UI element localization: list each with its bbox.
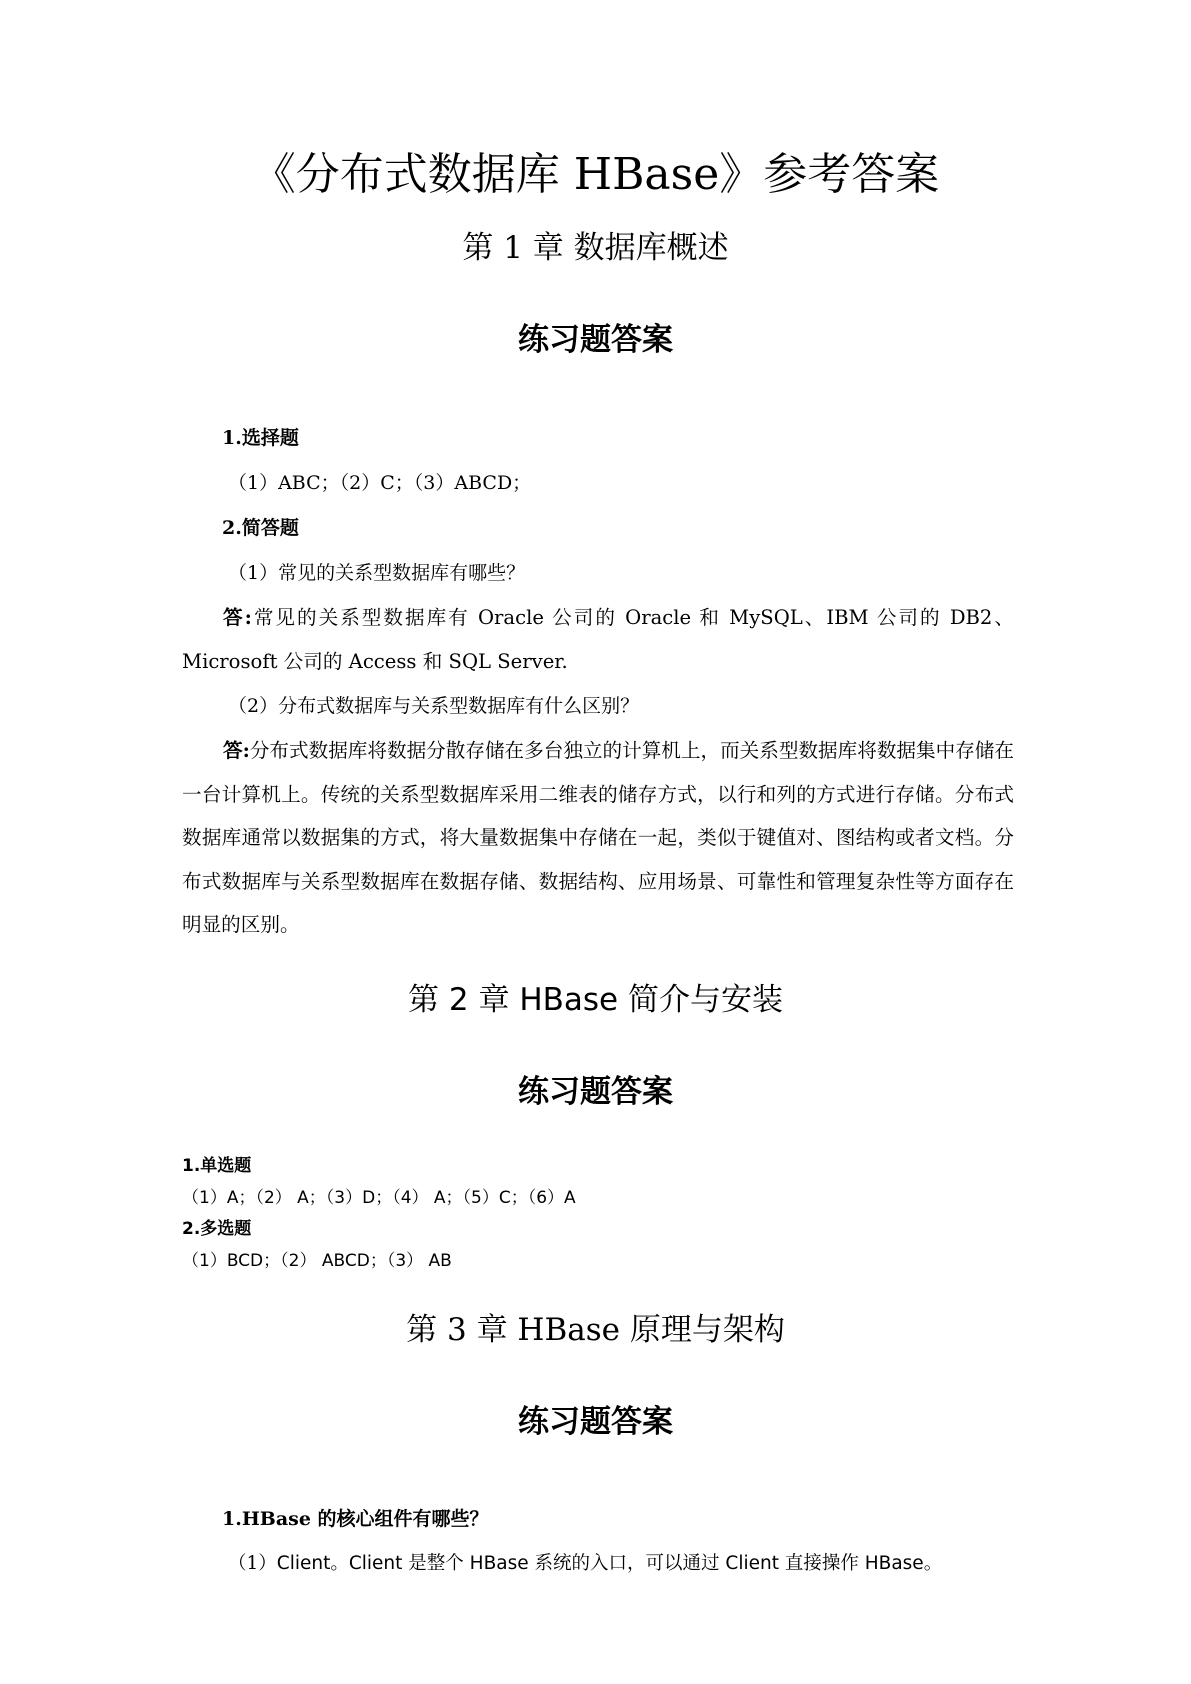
answer-label: 答:: [223, 739, 250, 762]
answer-part: Client。Client: [276, 1553, 403, 1574]
answer-text: 分布式数据库将数据分散存储在多台独立的计算机上，而关系型数据库将数据集中存储在一台计算机上。传统的关系型数据库采用二维表的储存方式，以行和列的方式进行存储。分布式数据库通常以数据集的方式，将大量数据集中存储在一起，类似于键值对、图结构或者文档。分布式数据库与关系型数据库在数据存储、数据结构、应用场景、可靠性和管理复杂性等方面存在明显的区别。: [182, 739, 1014, 936]
chapter-2-exercise-title: 练习题答案: [518, 1074, 673, 1110]
chapter-3-title: 第 3 章 HBase 原理与架构: [406, 1312, 785, 1348]
chapter-3-question-1: 1.HBase 的核心组件有哪些？: [222, 1508, 489, 1530]
answer-part: HBase。: [864, 1553, 943, 1574]
chapter-2-section-multi-choice-title: 2.多选题: [182, 1219, 252, 1239]
chapter-1-question-1: （1）常见的关系型数据库有哪些？: [228, 562, 526, 584]
answer-label: 答:: [223, 606, 252, 629]
chapter-2-multi-choice-answers: （1）BCD；（2） ABCD；（3） AB: [182, 1251, 452, 1271]
chapter-3-answer-1: [228, 1550, 942, 1578]
chapter-1-section-choice-title: 1.选择题: [222, 427, 299, 449]
answer-prefix: （1）: [228, 1553, 277, 1574]
chapter-1-question-2: （2）分布式数据库与关系型数据库有什么区别？: [228, 695, 640, 717]
chapter-1-answer-1: [182, 596, 1014, 683]
answer-part: HBase: [469, 1553, 529, 1574]
chapter-1-section-short-answer-title: 2.简答题: [222, 517, 299, 539]
answer-part: Client: [725, 1553, 779, 1574]
answer-part: 直接操作: [778, 1553, 865, 1574]
answer-part: 是整个: [402, 1553, 470, 1574]
chapter-1-answer-2: [182, 729, 1014, 947]
document-title: 《分布式数据库 HBase》参考答案: [251, 149, 940, 200]
chapter-1-title: 第 1 章 数据库概述: [462, 230, 729, 266]
answer-part: 系统的入口，可以通过: [528, 1553, 726, 1574]
chapter-1-exercise-title: 练习题答案: [518, 322, 673, 358]
chapter-2-title: 第 2 章 HBase 简介与安装: [408, 982, 783, 1018]
chapter-3-exercise-title: 练习题答案: [518, 1404, 673, 1440]
chapter-1-choice-answers: （1）ABC；（2）C；（3）ABCD；: [228, 472, 532, 494]
answer-text: 常见的关系型数据库有 Oracle 公司的 Oracle 和 MySQL、IBM 公司的 DB2、Microsoft 公司的 Access 和 SQL Server.: [182, 606, 1014, 673]
chapter-2-single-choice-answers: （1）A；（2） A；（3）D；（4） A；（5）C；（6）A: [182, 1188, 576, 1208]
chapter-2-section-single-choice-title: 1.单选题: [182, 1156, 252, 1176]
